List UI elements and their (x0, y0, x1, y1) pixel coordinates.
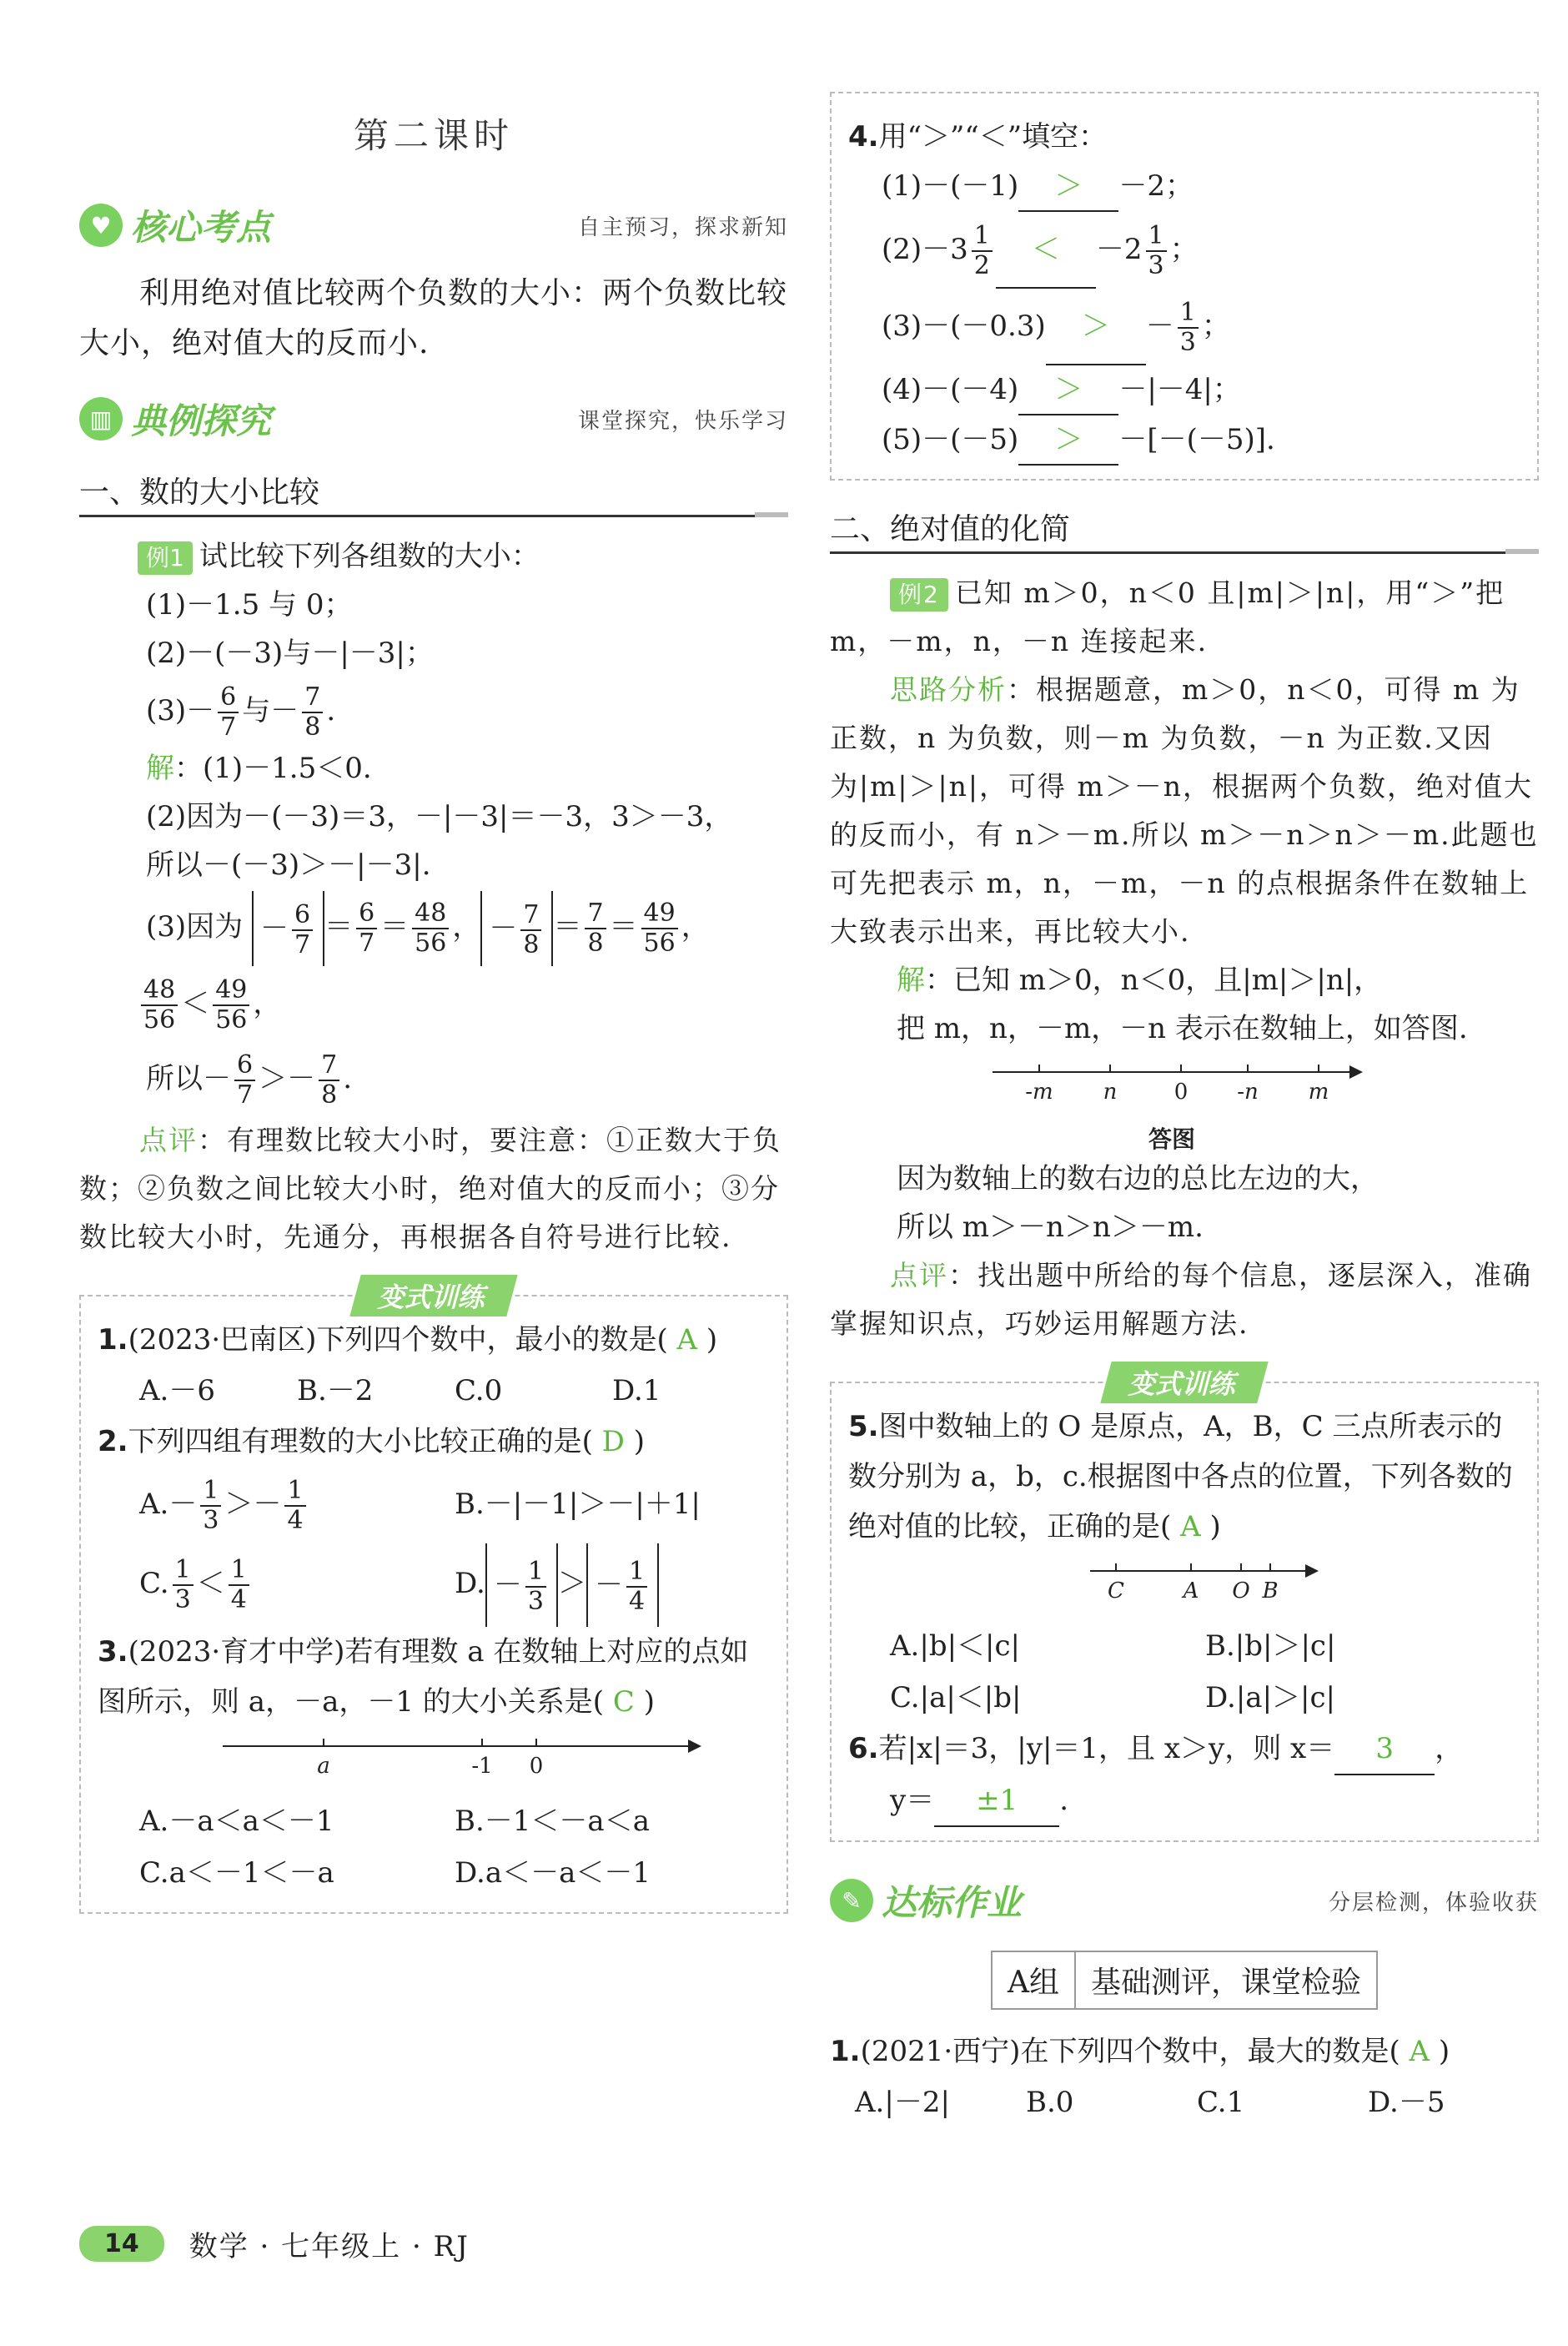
ex1-p3: (3)－ $\frac{6}{7}$ 与－ $\frac{7}{8}$ . (146, 682, 336, 742)
ex1-s3: 所以－(－3)＞－|－3|. (146, 848, 431, 882)
ex2-stem: 例2 已知 m＞0，n＜0 且|m|＞|n|，用“＞”把 m，－m，n，－n 连接起来. (830, 576, 1505, 657)
section-examples-sub: 课堂探究，快乐学习 (577, 408, 788, 434)
ex2-analysis: 思路分析：根据题意，m＞0，n＜0，可得 m 为正数，n 为负数，则－m 为负数，－n 为正数.又因为|m|＞|n|，可得 m＞－n，根据两个负数，绝对值大的反而小，有 n＞－m.所以 m＞－n＞n＞－m.此题也可先把表示 m，n，－m，－n 的点根据条件在数轴上大致表示出来，再比较大小. (830, 673, 1539, 948)
q4-3: (3)－(－0.3) ＞ － $\frac{1}{3}$ ； (848, 289, 1520, 365)
section-homework-sub: 分层检测，体验收获 (1328, 1890, 1539, 1916)
q3-options-cd: C.a＜－1＜－a D.a＜－a＜－1 (139, 1856, 651, 1890)
q5-number-line: C A O B (848, 1557, 1520, 1615)
q3: 3.(2023·育才中学)若有理数 a 在数轴上对应的点如图所示，则 a，－a，－1 的大小关系是( C ) (98, 1635, 749, 1719)
heart-icon: ♥ (79, 204, 123, 247)
section-homework-title: 达标作业 (882, 1882, 1023, 1923)
q3-options-ab: A.－a＜a＜－1 B.－1＜－a＜a (139, 1805, 650, 1838)
left-column (79, 92, 788, 1914)
q4-stem: 4.用“＞”“＜”填空： (848, 120, 1108, 154)
q5-options-ab: A.|b|＜|c| B.|b|＞|c| (890, 1629, 1336, 1663)
q1-options: A.－6 B.－2 C.0 D.1 (139, 1374, 661, 1407)
course-label: 数学 · 七年级上 · RJ (188, 2230, 470, 2263)
practice-label-2: 变式训练 (1100, 1362, 1268, 1403)
q6-y: y＝ ±1 . (848, 1775, 1520, 1827)
core-text: 利用绝对值比较两个负数的大小：两个负数比较大小，绝对值大的反而小. (79, 276, 788, 360)
q4-1: (1)－(－1) ＞ －2； (848, 162, 1520, 212)
ex2-tag: 例2 (890, 578, 948, 612)
section-core-sub: 自主预习，探求新知 (577, 214, 788, 240)
section-core-title: 核心考点 (131, 207, 272, 248)
ex1-s2: (2)因为－(－3)＝3，－|－3|＝－3，3＞－3， (146, 800, 733, 833)
practice-label-1: 变式训练 (349, 1275, 517, 1316)
ex1-tag: 例1 (138, 541, 193, 575)
q3-number-line: a -1 0 (98, 1732, 770, 1790)
ex1-p1: (1)－1.5 与 0； (146, 588, 353, 622)
section-homework (830, 1875, 1539, 1926)
ex2-s3: 因为数轴上的数右边的总比左边的大， (897, 1162, 1379, 1196)
pencil-icon: ✎ (830, 1879, 873, 1922)
ex2-s2: 把 m，n，－m，－n 表示在数轴上，如答图. (897, 1012, 1468, 1045)
q1-answer: A (676, 1323, 698, 1357)
right-column (830, 92, 1539, 2128)
q4-2: (2)－3 $\frac{1}{2}$ ＜ －2 $\frac{1}{3}$ ； (848, 212, 1520, 289)
section-examples (79, 394, 788, 444)
q2-options-cd: C. $\frac{1}{3}$ ＜ $\frac{1}{4}$ D. － $\frac{1}{3}$ ＞ － $\frac{1}{4}$ (98, 1542, 770, 1627)
ex1-s4: (3)因为 － $\frac{6}{7}$ ＝ $\frac{6}{7}$ ＝ $\frac{48}{56}$ ， － $\frac{7}{8}$ ＝ $\frac{7}{8}$ ＝ $\frac{49}{56}$ ， (79, 889, 788, 966)
q3-answer: C (612, 1685, 635, 1719)
ex1-s1: 解：(1)－1.5＜0. (146, 752, 372, 785)
q2-options-ab: A.－ $\frac{1}{3}$ ＞－ $\frac{1}{4}$ B.－|－1|＞－|＋1| (139, 1476, 701, 1535)
ex1-p2: (2)－(－3)与－|－3|； (146, 637, 434, 670)
q2: 2.下列四组有理数的大小比较正确的是( D ) (98, 1425, 645, 1458)
practice-box-1 (79, 1281, 788, 1914)
group-a-tag: A组 基础测评，课堂检验 (830, 1951, 1539, 2010)
q5-answer: A (1180, 1510, 1201, 1543)
footer (79, 2223, 470, 2264)
ex2-number-line: -m n 0 -n m (830, 1058, 1539, 1116)
q1: 1.(2023·巴南区)下列四个数中，最小的数是( A ) (98, 1323, 718, 1357)
hw1: 1.(2021·西宁)在下列四个数中，最大的数是( A ) (830, 2035, 1450, 2068)
ex1-stem: 例1 试比较下列各组数的大小： (79, 532, 788, 581)
ex2-s1: 解：已知 m＞0，n＜0，且|m|＞|n|， (897, 964, 1383, 997)
q6-answer-y: ±1 (934, 1775, 1059, 1827)
q4-4: (4)－(－4) ＞ －|－4|； (848, 365, 1520, 415)
ex2-comment: 点评：找出题中所给的每个信息，逐层深入，准确掌握知识点，巧妙运用解题方法. (830, 1259, 1532, 1340)
q5-options-cd: C.|a|＜|b| D.|a|＞|c| (890, 1681, 1335, 1714)
section-core (79, 200, 788, 250)
q5: 5.图中数轴上的 O 是原点，A，B，C 三点所表示的数分别为 a，b，c.根据图中各点的位置，下列各数的绝对值的比较，正确的是( A ) (848, 1410, 1513, 1543)
ex1-s4b: $\frac{48}{56}$ ＜ $\frac{49}{56}$ ， (79, 966, 788, 1041)
q2-answer: D (601, 1425, 625, 1458)
ex2-caption: 答图 (1148, 1125, 1195, 1153)
q6-answer-x: 3 (1334, 1724, 1435, 1775)
subsection-abs: 二、绝对值的化简 (830, 506, 1539, 554)
q4-box (830, 92, 1539, 481)
lesson-title: 第二课时 (353, 115, 514, 156)
chart-icon: ▥ (79, 397, 123, 441)
hw1-options: A.|－2| B.0 C.1 D.－5 (855, 2086, 1445, 2119)
q6: 6.若|x|＝3，|y|＝1，且 x＞y，则 x＝ 3 ， (848, 1724, 1520, 1775)
page-number: 14 (79, 2226, 164, 2262)
ex1-s5: 所以－ $\frac{6}{7}$ ＞－ $\frac{7}{8}$ . (146, 1050, 352, 1110)
subsection-compare: 一、数的大小比较 (79, 469, 788, 517)
q4-5: (5)－(－5) ＞ －[－(－5)]. (848, 415, 1520, 466)
section-examples-title: 典例探究 (131, 400, 272, 441)
ex1-comment: 点评：有理数比较大小时，要注意：①正数大于负数；②负数之间比较大小时，绝对值大的反而小；③分数比较大小时，先通分，再根据各自符号进行比较. (79, 1124, 781, 1253)
ex2-s4: 所以 m＞－n＞n＞－m. (897, 1211, 1204, 1244)
practice-box-2 (830, 1368, 1539, 1842)
hw1-answer: A (1409, 2035, 1430, 2068)
